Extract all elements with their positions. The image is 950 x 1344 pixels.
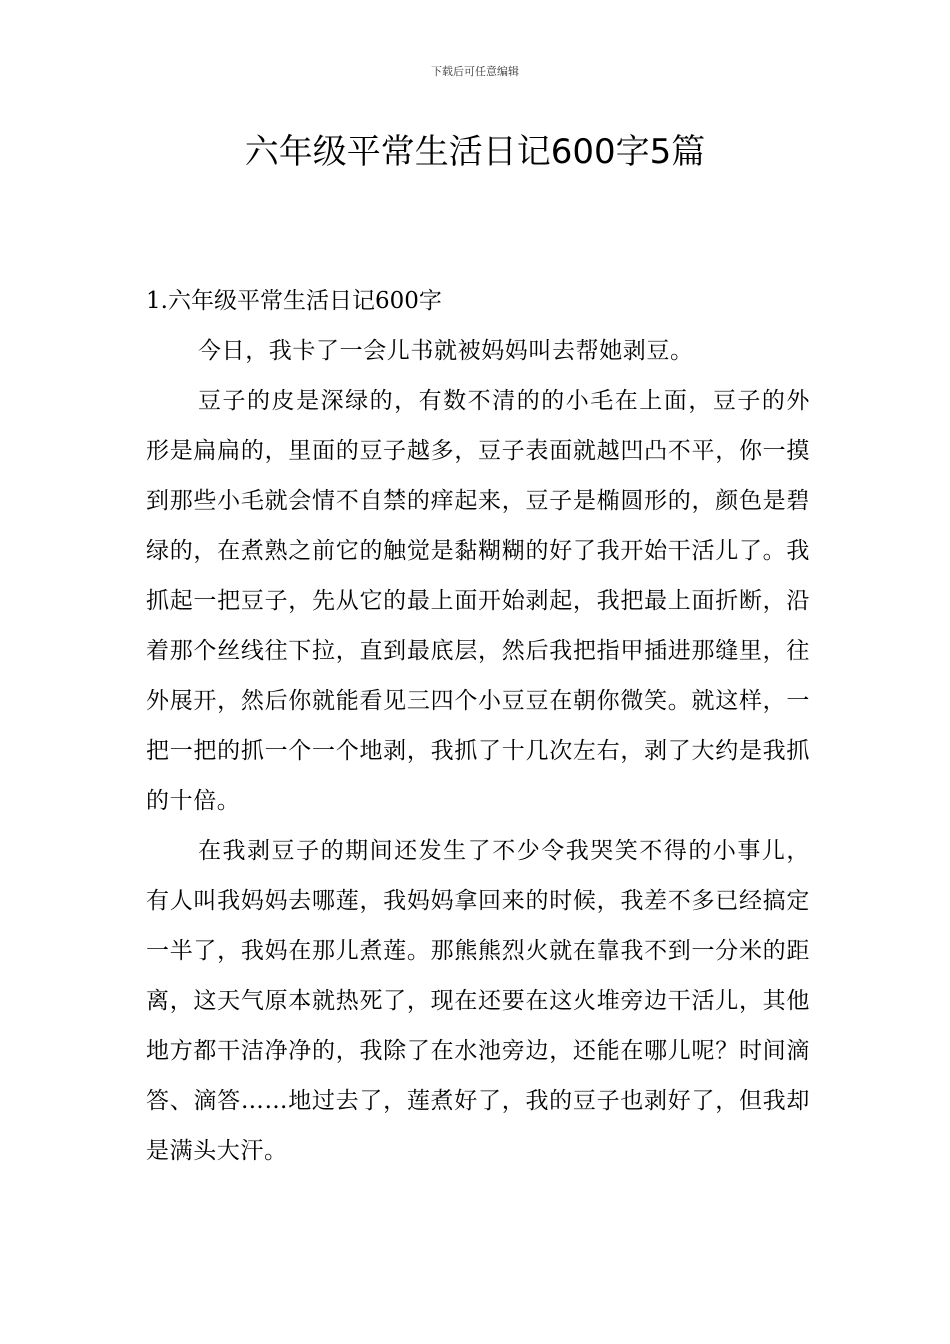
paragraph-3: 在我剥豆子的期间还发生了不少令我哭笑不得的小事儿，有人叫我妈妈去哪莲，我妈妈拿回来的时候，我差不多已经搞定一半了，我妈在那儿煮莲。那熊熊烈火就在靠我不到一分米的距离，这天气原本就热死了，现在还要在这火堆旁边干活儿，其他地方都干洁净净的，我除了在水池旁边，还能在哪儿呢？时间滴答、滴答……地过去了，莲煮好了，我的豆子也剥好了，但我却是满头大汗。 [146,838,810,1164]
document-body [146,276,810,1176]
paragraph-1: 今日，我卡了一会儿书就被妈妈叫去帮她剥豆。 [198,338,694,364]
header-note: 下载后可任意编辑 [431,65,519,78]
section-heading: 1.六年级平常生活日记600字 [146,288,442,314]
paragraph-2: 豆子的皮是深绿的，有数不清的的小毛在上面，豆子的外形是扁扁的，里面的豆子越多，豆子表面就越凹凸不平，你一摸到那些小毛就会情不自禁的痒起来，豆子是椭圆形的，颜色是碧绿的，在煮熟之前它的触觉是黏糊糊的好了我开始干活儿了。我抓起一把豆子，先从它的最上面开始剥起，我把最上面折断，沿着那个丝线往下拉，直到最底层，然后我把指甲插进那缝里，往外展开，然后你就能看见三四个小豆豆在朝你微笑。就这样，一把一把的抓一个一个地剥，我抓了十几次左右，剥了大约是我抓的十倍。 [146,388,810,814]
document-title: 六年级平常生活日记600字5篇 [244,132,706,172]
